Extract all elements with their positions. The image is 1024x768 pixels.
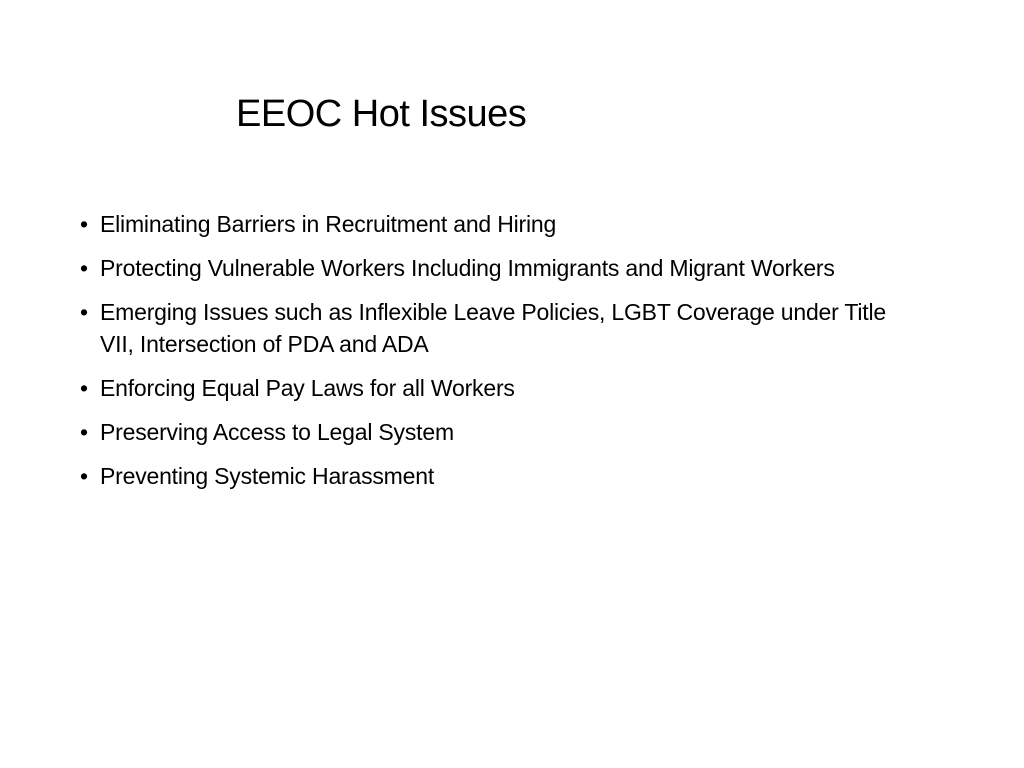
bullet-text: Enforcing Equal Pay Laws for all Workers [100,375,515,401]
bullet-item [78,208,908,240]
bullet-dot-icon: • [80,211,88,237]
bullet-dot-icon: • [80,299,88,325]
bullet-dot-icon: • [80,463,88,489]
bullet-list [78,208,908,504]
bullet-text: Emerging Issues such as Inflexible Leave Policies, LGBT Coverage under Title VII, Intersection of PDA and ADA [100,299,886,357]
bullet-dot-icon: • [80,375,88,401]
bullet-text: Preserving Access to Legal System [100,419,454,445]
bullet-item [78,372,908,404]
bullet-item [78,460,908,492]
bullet-item [78,416,908,448]
bullet-text: Eliminating Barriers in Recruitment and Hiring [100,211,557,237]
bullet-text: Protecting Vulnerable Workers Including Immigrants and Migrant Workers [100,255,835,281]
bullet-item [78,296,908,360]
bullet-text: Preventing Systemic Harassment [100,463,435,489]
bullet-item [78,252,908,284]
bullet-dot-icon: • [80,419,88,445]
slide-title: EEOC Hot Issues [236,93,527,135]
bullet-dot-icon: • [80,255,88,281]
